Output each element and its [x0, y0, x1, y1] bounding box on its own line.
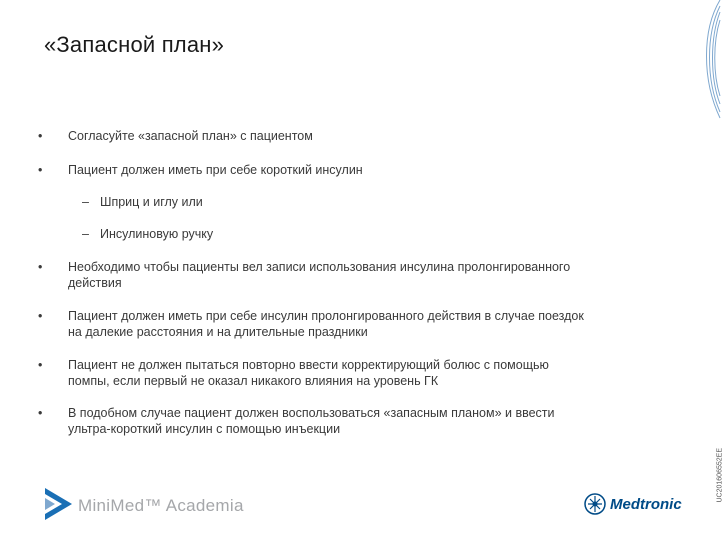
minimed-academia-logo — [42, 486, 242, 526]
bullet-text: Пациент должен иметь при себе короткий инсулин — [68, 163, 363, 177]
dash-marker: – — [82, 195, 89, 209]
bullet-line: ультра-короткий инсулин с помощью инъекции — [68, 422, 341, 436]
bullet-text: Шприц и иглу или — [100, 195, 203, 209]
bullet-marker: • — [38, 309, 43, 323]
medtronic-logo-text: Medtronic — [610, 496, 682, 513]
medtronic-emblem-icon — [584, 492, 606, 516]
bullet-text: Согласуйте «запасной план» с пациентом — [68, 129, 313, 143]
bullet-line: Необходимо чтобы пациенты вел записи использования инсулина пролонгированного — [68, 260, 571, 274]
bullet-text — [68, 259, 668, 291]
medtronic-logo — [584, 492, 704, 520]
bullet-line: В подобном случае пациент должен воспользоваться «запасным планом» и ввести — [68, 406, 555, 420]
bullet-text: Инсулиновую ручку — [100, 227, 214, 241]
bullet-marker: • — [38, 358, 43, 372]
bullet-text — [68, 357, 668, 389]
decorative-curves — [696, 0, 720, 118]
bullet-line: действия — [68, 276, 122, 290]
slide-title: «Запасной план» — [44, 32, 225, 57]
minimed-logo-text: MiniMed™ Academia — [78, 496, 244, 515]
dash-marker: – — [82, 227, 89, 241]
bullet-marker: • — [38, 406, 43, 420]
bullet-text — [68, 405, 668, 437]
bullet-marker: • — [38, 129, 43, 143]
bullet-marker: • — [38, 163, 43, 177]
bullet-line: на далекие расстояния и на длительные праздники — [68, 325, 368, 339]
bullet-line: Пациент не должен пытаться повторно ввести корректирующий болюс с помощью — [68, 358, 549, 372]
minimed-logo-icon — [42, 486, 74, 522]
bullet-marker: • — [38, 260, 43, 274]
bullet-line: помпы, если первый не оказал никакого влияния на уровень ГК — [68, 374, 439, 388]
document-code: UC201606552EE — [716, 448, 723, 503]
bullet-line: Пациент должен иметь при себе инсулин пролонгированного действия в случае поездок — [68, 309, 584, 323]
bullet-text — [68, 308, 668, 340]
